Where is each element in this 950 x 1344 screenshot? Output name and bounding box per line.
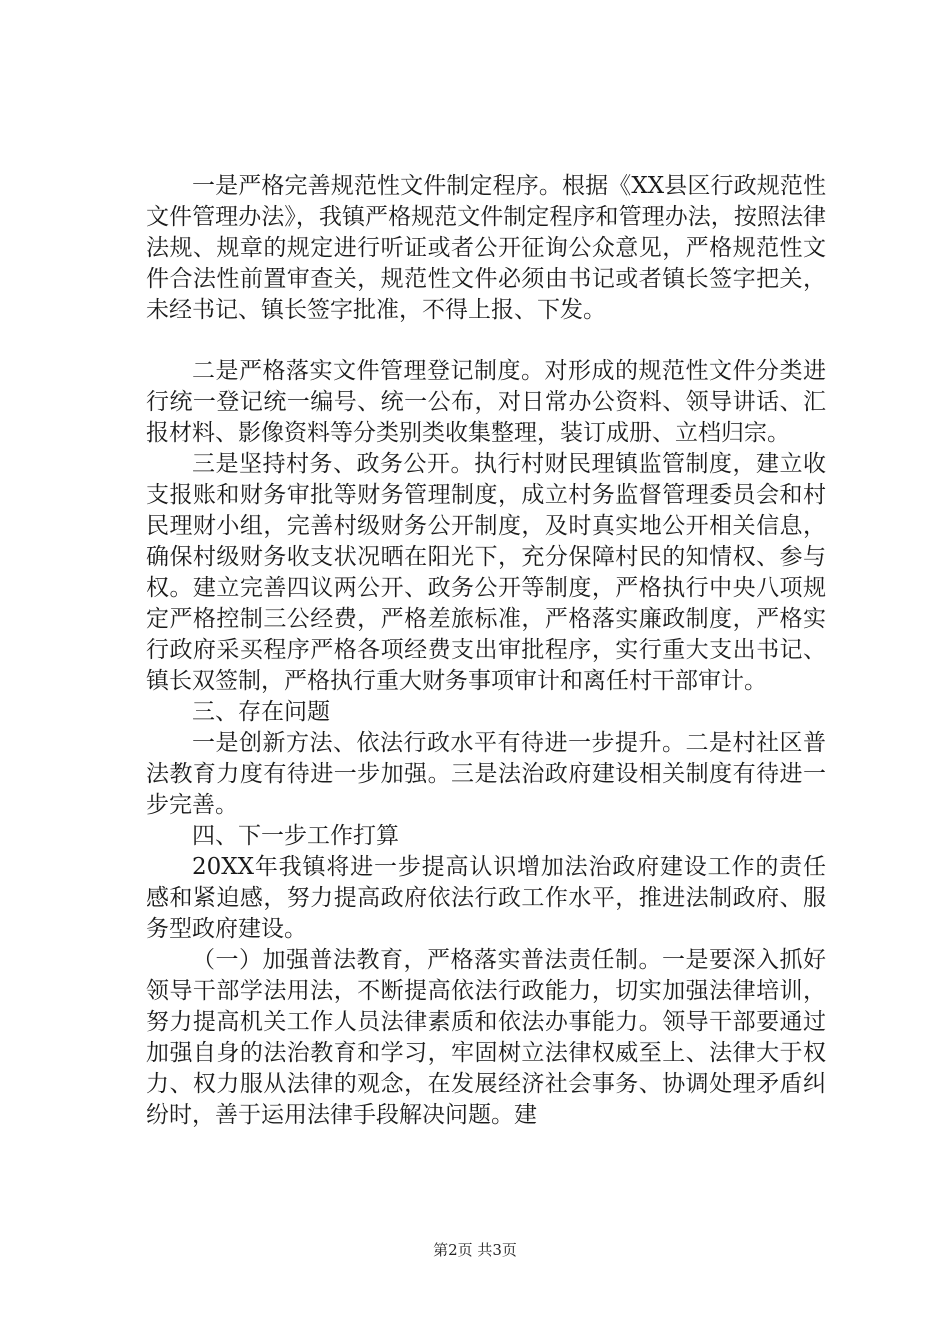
section-heading-problems: 三、存在问题 [192, 699, 330, 725]
document-body [146, 171, 826, 1131]
paragraph-subsection-1: （一）加强普法教育，严格落实普法责任制。一是要深入抓好领导干部学法用法，不断提高依法行政能力，切实加强法律培训，努力提高机关工作人员法律素质和依法办事能力。领导干部要通过加强自身的法治教育和学习，牢固树立法律权威至上、法律大于权力、权力服从法律的观念，在发展经济社会事务、协调处理矛盾纠纷时，善于运用法律手段解决问题。建 [146, 947, 826, 1128]
paragraph-2: 二是严格落实文件管理登记制度。对形成的规范性文件分类进行统一登记统一编号、统一公布，对日常办公资料、领导讲话、汇报材料、影像资料等分类别类收集整理，装订成册、立档归宗。 [146, 358, 826, 446]
page-footer: 第2页 共3页 [433, 1241, 517, 1259]
paragraph-1: 一是严格完善规范性文件制定程序。根据《XX县区行政规范性文件管理办法》，我镇严格规范文件制定程序和管理办法，按照法律法规、规章的规定进行听证或者公开征询公众意见，严格规范性文件合法性前置审查关，规范性文件必须由书记或者镇长签字把关，未经书记、镇长签字批准，不得上报、下发。 [146, 173, 826, 323]
paragraph-next-steps: 20XX年我镇将进一步提高认识增加法治政府建设工作的责任感和紧迫感，努力提高政府依法行政工作水平，推进法制政府、服务型政府建设。 [146, 854, 826, 942]
section-heading-next-steps: 四、下一步工作打算 [192, 823, 399, 849]
paragraph-3: 三是坚持村务、政务公开。执行村财民理镇监管制度，建立收支报账和财务审批等财务管理制度，成立村务监督管理委员会和村民理财小组，完善村级财务公开制度，及时真实地公开相关信息，确保村级财务收支状况晒在阳光下，充分保障村民的知情权、参与权。建立完善四议两公开、政务公开等制度，严格执行中央八项规定严格控制三公经费，严格差旅标准，严格落实廉政制度，严格实行政府采买程序严格各项经费支出审批程序，实行重大支出书记、镇长双签制，严格执行重大财务事项审计和离任村干部审计。 [146, 451, 826, 694]
paragraph-problems: 一是创新方法、依法行政水平有待进一步提升。二是村社区普法教育力度有待进一步加强。三是法治政府建设相关制度有待进一步完善。 [146, 730, 826, 818]
